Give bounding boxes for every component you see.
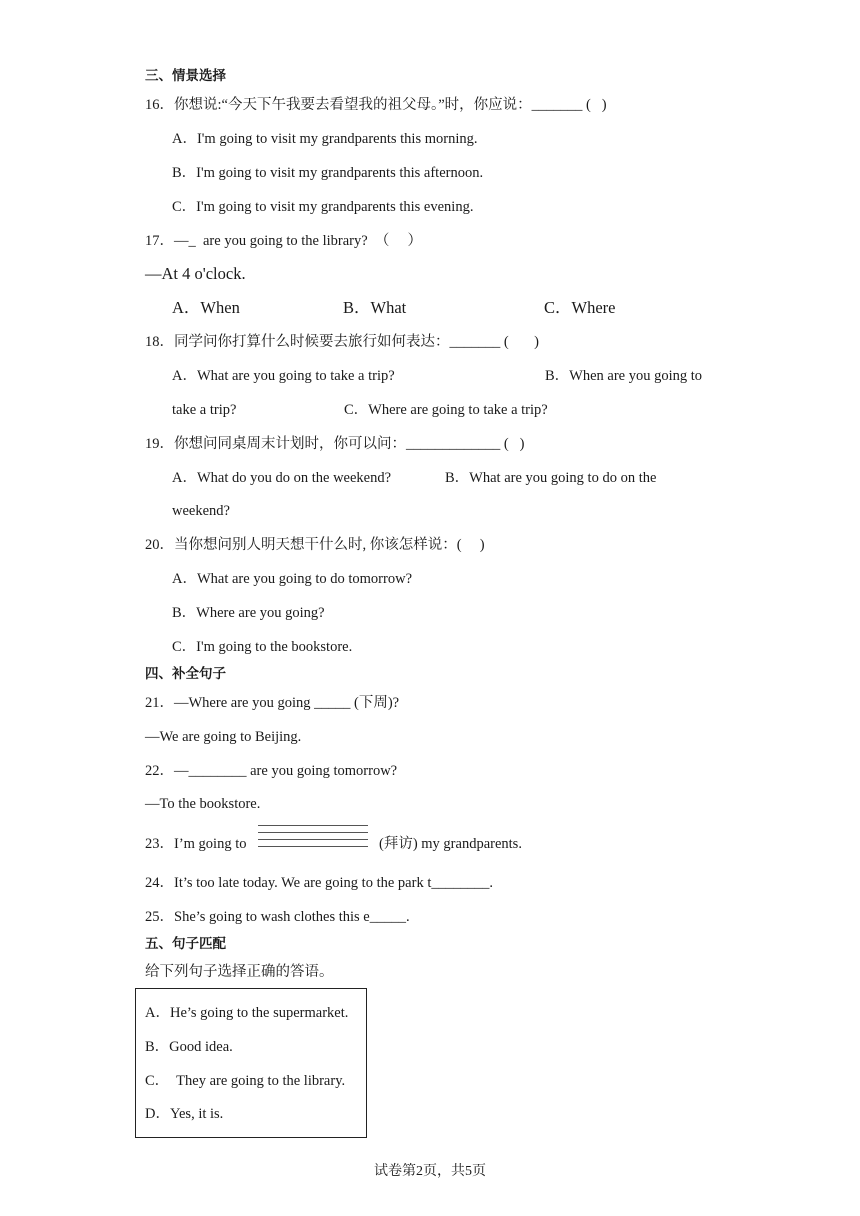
section-5-title: 五、句子匹配 [145, 936, 226, 952]
section-5-instruction: 给下列句子选择正确的答语。 [145, 964, 334, 980]
question-16-option-c: C．I'm going to visit my grandparents this evening. [172, 199, 474, 215]
question-24-stem: 24．It’s too late today. We are going to the park t________. [145, 875, 493, 891]
question-23-blank-lines [258, 825, 368, 859]
question-17-stem: 17．—_ are you going to the library? （ ） [145, 233, 423, 249]
question-21-reply: —We are going to Beijing. [145, 729, 302, 745]
question-20-option-a: A．What are you going to do tomorrow? [172, 571, 413, 587]
answer-option-b: B．Good idea. [145, 1039, 233, 1055]
answer-option-c: C． They are going to the library. [145, 1073, 346, 1089]
question-18-stem: 18．同学问你打算什么时候要去旅行如何表达：_______ ( ) [145, 334, 539, 350]
question-19-option-b: B．What are you going to do on the [445, 470, 657, 486]
question-20-option-b: B．Where are you going? [172, 605, 325, 621]
question-19-stem: 19．你想问同桌周末计划时，你可以问：_____________ ( ) [145, 436, 525, 452]
question-20-stem: 20．当你想问别人明天想干什么时, 你该怎样说：( ) [145, 537, 485, 553]
answer-option-a: A．He’s going to the supermarket. [145, 1005, 349, 1021]
page-footer: 试卷第2页，共5页 [374, 1164, 486, 1179]
question-23-suffix: (拜访) my grandparents. [379, 836, 522, 852]
question-22-stem: 22．—________ are you going tomorrow? [145, 763, 398, 779]
question-20-option-c: C．I'm going to the bookstore. [172, 639, 353, 655]
question-17-option-a: A．When [172, 298, 240, 317]
section-4-title: 四、补全句子 [145, 666, 226, 682]
question-17-reply: —At 4 o'clock. [145, 264, 246, 283]
question-16-option-b: B．I'm going to visit my grandparents this afternoon. [172, 165, 484, 181]
question-23-prefix: 23．I’m going to [145, 836, 247, 852]
question-16-stem: 16．你想说:“今天下午我要去看望我的祖父母。”时，你应说：_______ ( ) [145, 97, 607, 113]
question-18-option-a: A．What are you going to take a trip? [172, 368, 395, 384]
question-17-option-b: B．What [343, 298, 407, 317]
question-17-option-c: C．Where [544, 298, 616, 317]
question-16-option-a: A．I'm going to visit my grandparents this morning. [172, 131, 478, 147]
question-21-stem: 21．—Where are you going _____ (下周)? [145, 695, 400, 711]
question-18-option-c: C．Where are going to take a trip? [344, 402, 548, 418]
question-22-reply: —To the bookstore. [145, 796, 261, 812]
answer-option-d: D．Yes, it is. [145, 1106, 224, 1122]
section-3-title: 三、情景选择 [145, 68, 226, 84]
question-19-option-b-cont: weekend? [172, 503, 230, 519]
question-19-option-a: A．What do you do on the weekend? [172, 470, 392, 486]
question-25-stem: 25．She’s going to wash clothes this e_____. [145, 909, 410, 925]
question-18-option-b-cont: take a trip? [172, 402, 237, 418]
question-18-option-b: B．When are you going to [545, 368, 703, 384]
